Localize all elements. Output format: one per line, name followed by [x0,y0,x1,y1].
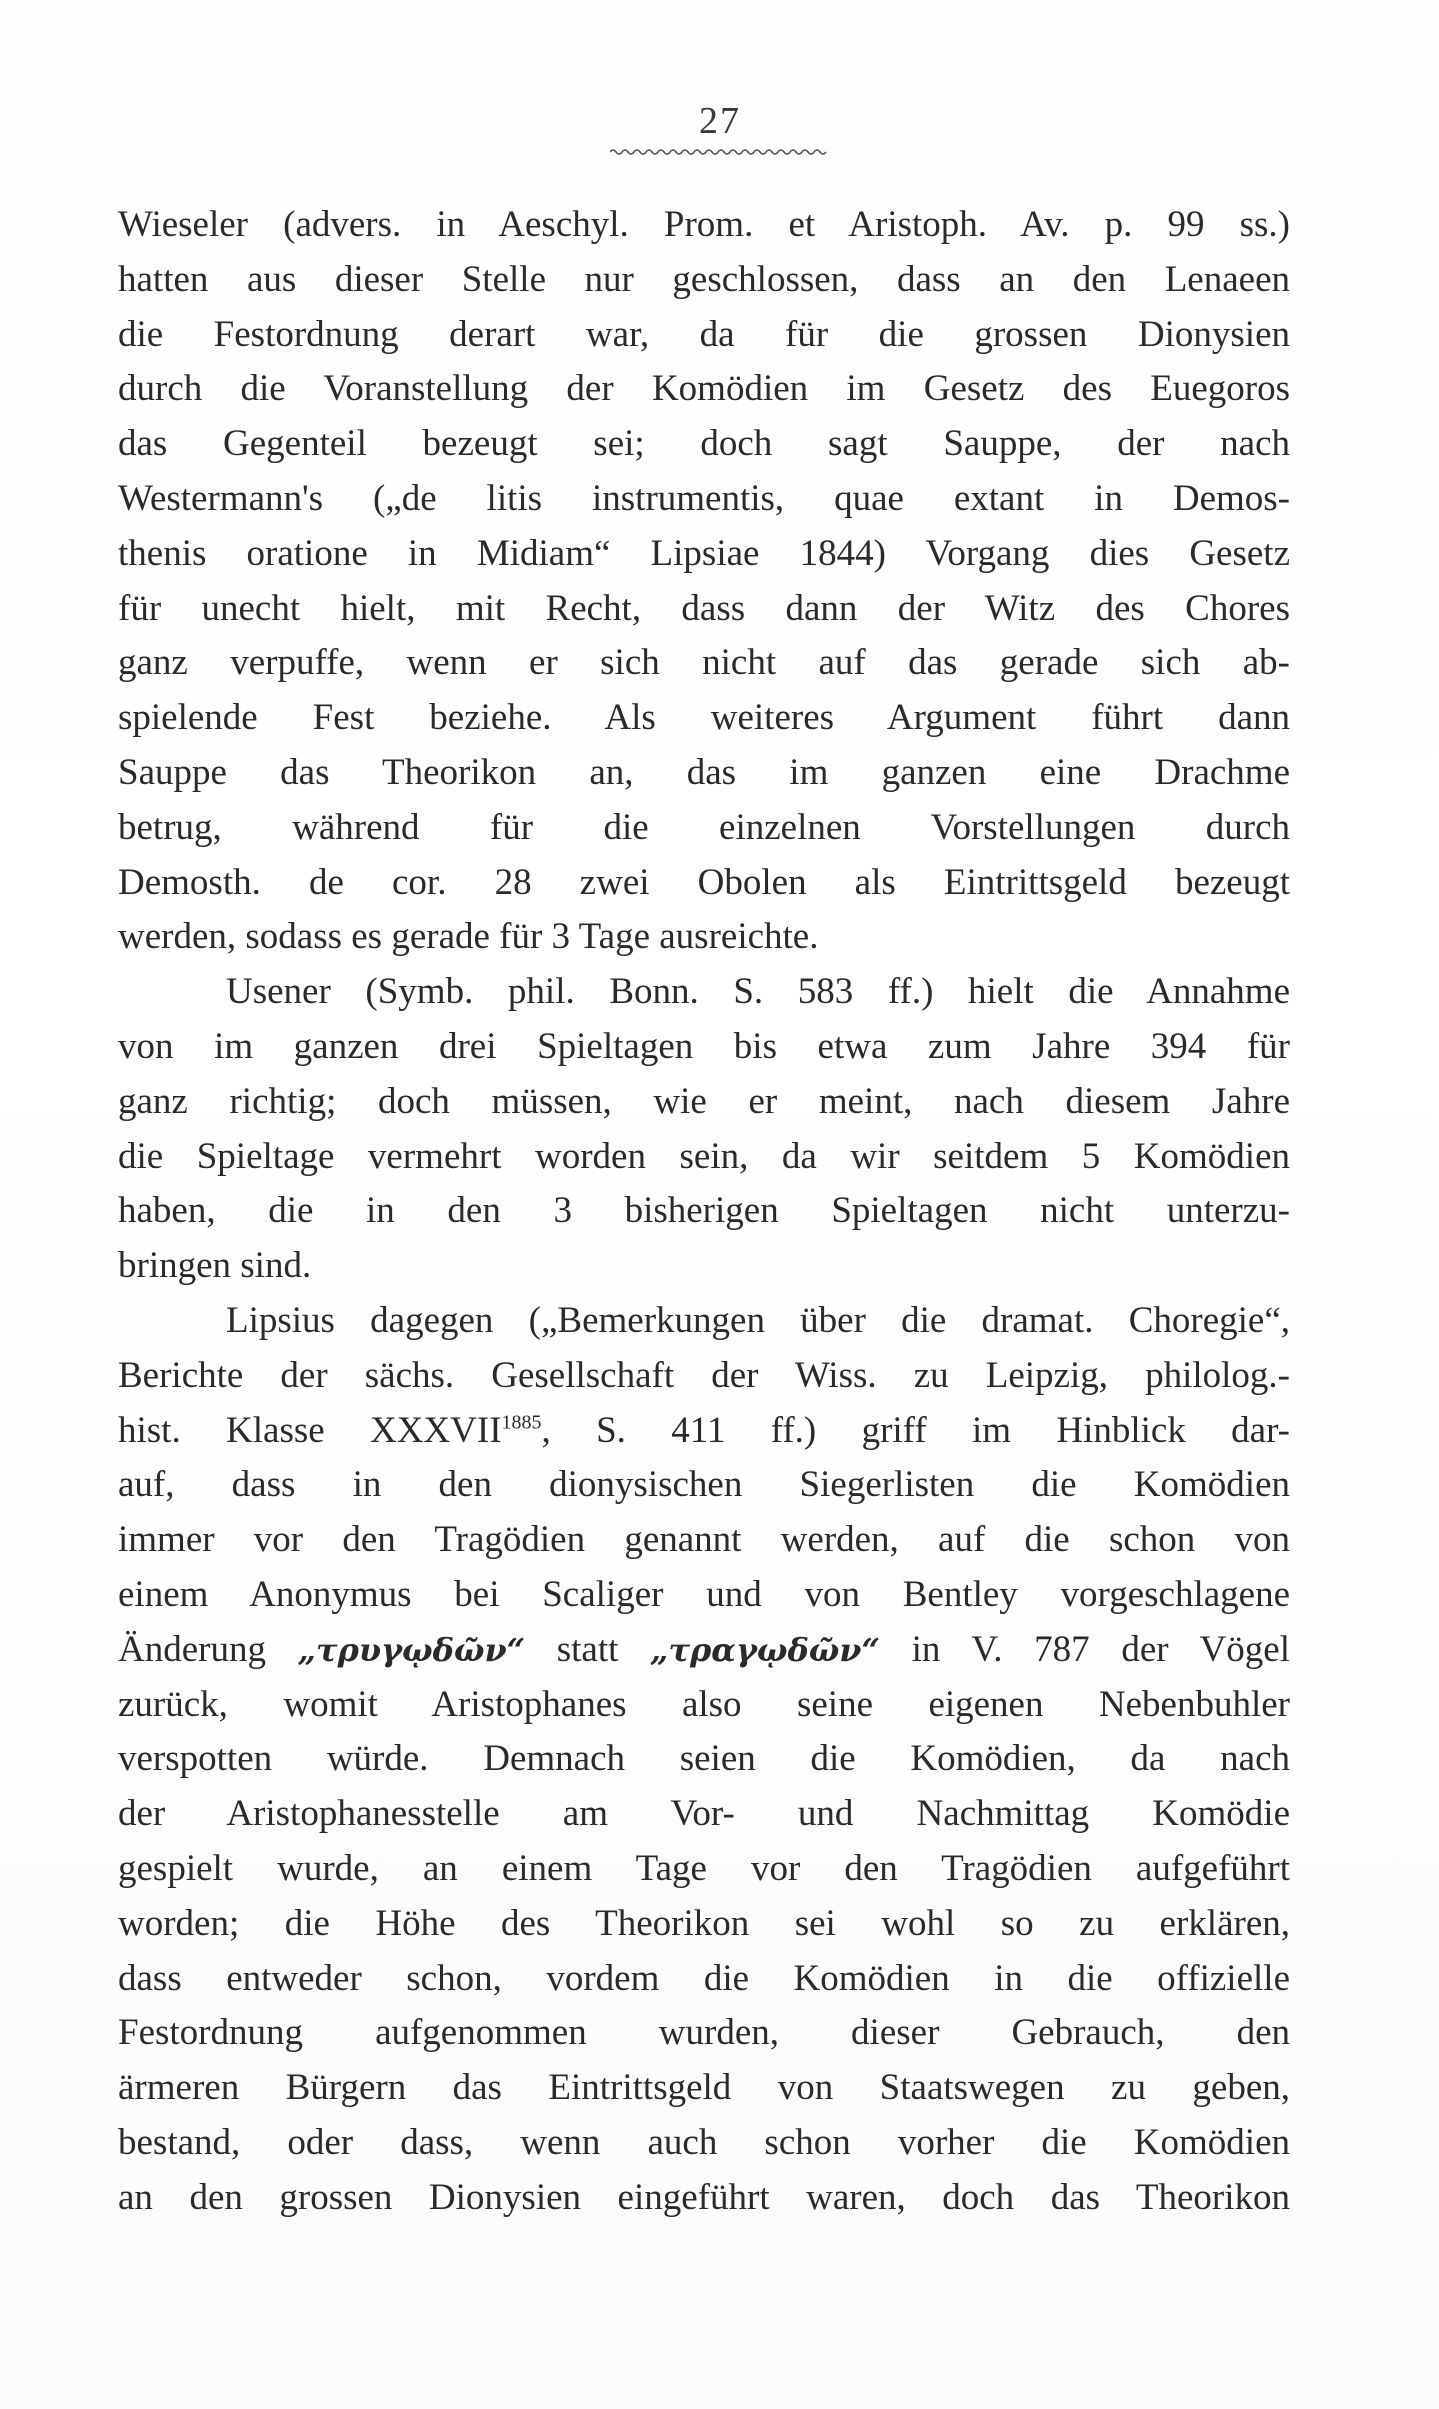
text-line: Demosth. de cor. 28 zwei Obolen als Eintrittsgeld bezeugt [118,861,1290,903]
text-line: bestand, oder dass, wenn auch schon vorher die Komödien [118,2121,1290,2163]
text-segment: in V. 787 der Vögel [879,1628,1290,1670]
text-line: ganz verpuffe, wenn er sich nicht auf das gerade sich ab- [118,642,1290,684]
text-line-with-greek [118,1623,1290,1678]
text-line: dass entweder schon, vordem die Komödien in die offizielle [118,1957,1290,1999]
paragraph-2 [118,965,1290,1294]
text-line: an den grossen Dionysien eingeführt waren, doch das Theorikon [118,2176,1290,2218]
page-header [600,100,840,158]
text-line: Sauppe das Theorikon an, das im ganzen eine Drachme [118,751,1290,793]
text-line: thenis oratione in Midiam“ Lipsiae 1844) Vorgang dies Gesetz [118,532,1290,574]
text-line: Wieseler (advers. in Aeschyl. Prom. et Aristoph. Av. p. 99 ss.) [118,204,1290,245]
text-line: Westermann's („de litis instrumentis, quae extant in Demos- [118,477,1290,519]
text-segment: Änderung [118,1628,266,1670]
text-segment: hist. Klasse XXXVII [118,1409,502,1451]
text-line: ärmeren Bürgern das Eintrittsgeld von Staatswegen zu geben, [118,2067,1290,2109]
text-line: immer vor den Tragödien genannt werden, auf die schon von [118,1519,1290,1561]
text-line: die Festordnung derart war, da für die grossen Dionysien [118,313,1290,355]
text-line: durch die Voranstellung der Komödien im Gesetz des Euegoros [118,368,1290,410]
text-line: haben, die in den 3 bisherigen Spieltagen nicht unterzu- [118,1190,1290,1232]
text-line: werden, sodass es gerade für 3 Tage ausreichte. [118,916,819,958]
text-line: betrug, während für die einzelnen Vorstellungen durch [118,806,1290,848]
text-line: der Aristophanesstelle am Vor- und Nachmittag Komödie [118,1793,1290,1835]
page-number: 27 [699,100,741,142]
ornamental-rule [610,146,830,158]
text-line: bringen sind. [118,1245,312,1287]
body-text [118,198,1290,2225]
text-line: gespielt wurde, an einem Tage vor den Tragödien aufgeführt [118,1847,1290,1889]
text-line: Usener (Symb. phil. Bonn. S. 583 ff.) hielt die Annahme [226,971,1290,1013]
greek-word: „τρυγῳδῶν“ [297,1630,526,1669]
text-line: auf, dass in den dionysischen Siegerlisten die Komödien [118,1464,1290,1506]
text-line: spielende Fest beziehe. Als weiteres Argument führt dann [118,697,1290,739]
text-line-with-superscript [118,1404,1290,1459]
paragraph-3 [118,1294,1290,2226]
text-segment: statt [525,1628,651,1670]
paragraph-1 [118,198,1290,965]
text-segment: , S. 411 ff.) griff im Hinblick dar- [541,1409,1290,1451]
text-line: worden; die Höhe des Theorikon sei wohl so zu erklären, [118,1902,1290,1944]
text-line: einem Anonymus bei Scaliger und von Bentley vorgeschlagene [118,1573,1290,1615]
text-line: Festordnung aufgenommen wurden, dieser Gebrauch, den [118,2012,1290,2054]
text-line: das Gegenteil bezeugt sei; doch sagt Sauppe, der nach [118,423,1290,465]
text-line: verspotten würde. Demnach seien die Komödien, da nach [118,1738,1290,1780]
greek-word: „τραγῳδῶν“ [650,1630,880,1669]
text-line: hatten aus dieser Stelle nur geschlossen, dass an den Lenaeen [118,258,1290,300]
text-line: Berichte der sächs. Gesellschaft der Wiss. zu Leipzig, philolog.- [118,1354,1290,1396]
superscript-year: 1885 [501,1411,542,1434]
text-line: von im ganzen drei Spieltagen bis etwa zum Jahre 394 für [118,1025,1290,1067]
text-line: für unecht hielt, mit Recht, dass dann der Witz des Chores [118,587,1290,629]
text-line: Lipsius dagegen („Bemerkungen über die dramat. Choregie“, [226,1299,1290,1341]
text-line: zurück, womit Aristophanes also seine eigenen Nebenbuhler [118,1683,1290,1725]
text-line: ganz richtig; doch müssen, wie er meint, nach diesem Jahre [118,1080,1290,1122]
text-line: die Spieltage vermehrt worden sein, da wir seitdem 5 Komödien [118,1135,1290,1177]
